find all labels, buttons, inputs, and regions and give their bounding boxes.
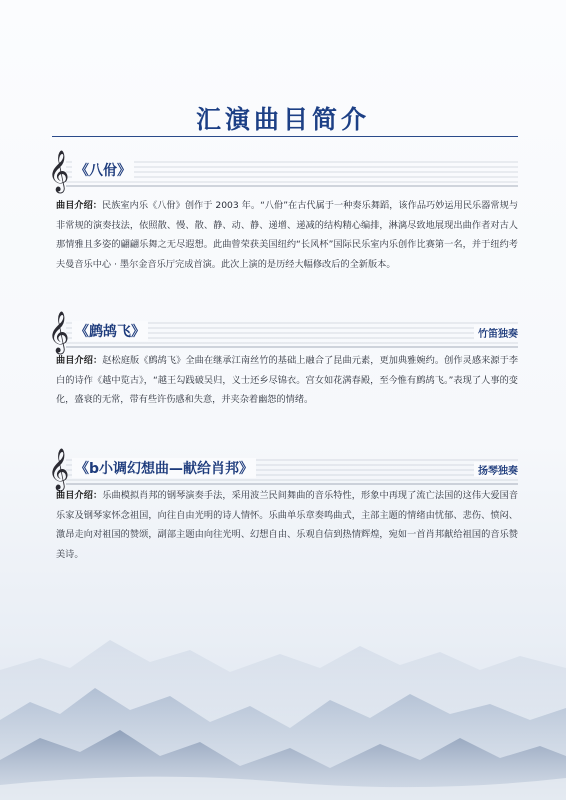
piece-title: 《b小调幻想曲—献给肖邦》	[72, 458, 256, 478]
treble-clef-icon: 𝄞	[48, 449, 70, 490]
description-label: 曲目介绍：	[56, 200, 103, 211]
treble-clef-icon: 𝄞	[48, 312, 70, 353]
piece-description	[56, 486, 518, 564]
performer-label: 竹笛独奏	[474, 325, 518, 340]
mountain-landscape-illustration	[0, 610, 566, 800]
piece-title: 《八佾》	[72, 160, 134, 180]
description-text: 赵松庭版《鹧鸪飞》全曲在继承江南丝竹的基础上融合了昆曲元素，更加典雅婉约。创作灵感来源于李白的诗作《越中览古》，“越王勾践破吴归，义士还乡尽锦衣。宫女如花满春殿，至今惟有鹧鸪飞。”表现了人事的变化，盛衰的无常，带有些许伤感和失意，并夹杂着幽怨的情绪。	[56, 355, 519, 406]
piece-description	[56, 196, 518, 274]
title-divider	[52, 136, 518, 137]
description-text: 乐曲模拟肖邦的钢琴演奏手法，采用波兰民间舞曲的音乐特性，形象中再现了流亡法国的这伟大爱国音乐家及钢琴家怀念祖国，向往自由光明的诗人情怀。乐曲单乐章奏鸣曲式，主部主题的情绪由忧郁、悲伤、愤闷、激昂走向对祖国的赞颂，副部主题由向往光明、幻想自由、乐观自信到热情辉煌，宛如一首肖邦献给祖国的音乐赞美诗。	[56, 490, 519, 560]
description-label: 曲目介绍：	[56, 490, 103, 501]
piece-description	[56, 351, 518, 410]
piece-title: 《鹧鸪飞》	[72, 321, 148, 341]
description-text: 民族室内乐《八佾》创作于 2003 年。“八佾”在古代属于一种奏乐舞蹈，该作品巧妙运用民乐器常规与非常规的演奏技法，依照散、慢、散、静、动、静、递增、递减的结构精心编排，淋漓尽致地展现出曲作者对古人那情雅且多姿的翩翩乐舞之无尽遐想。此曲曾荣获美国纽约“长风杯”国际民乐室内乐创作比赛第一名，并于纽约考夫曼音乐中心 · 墨尔金音乐厅完成首演。此次上演的是历经大幅修改后的全新版本。	[56, 200, 519, 270]
page-title: 汇演曲目简介	[195, 105, 370, 134]
performer-label: 扬琴独奏	[474, 462, 518, 477]
treble-clef-icon: 𝄞	[48, 151, 70, 192]
description-label: 曲目介绍：	[56, 355, 103, 366]
